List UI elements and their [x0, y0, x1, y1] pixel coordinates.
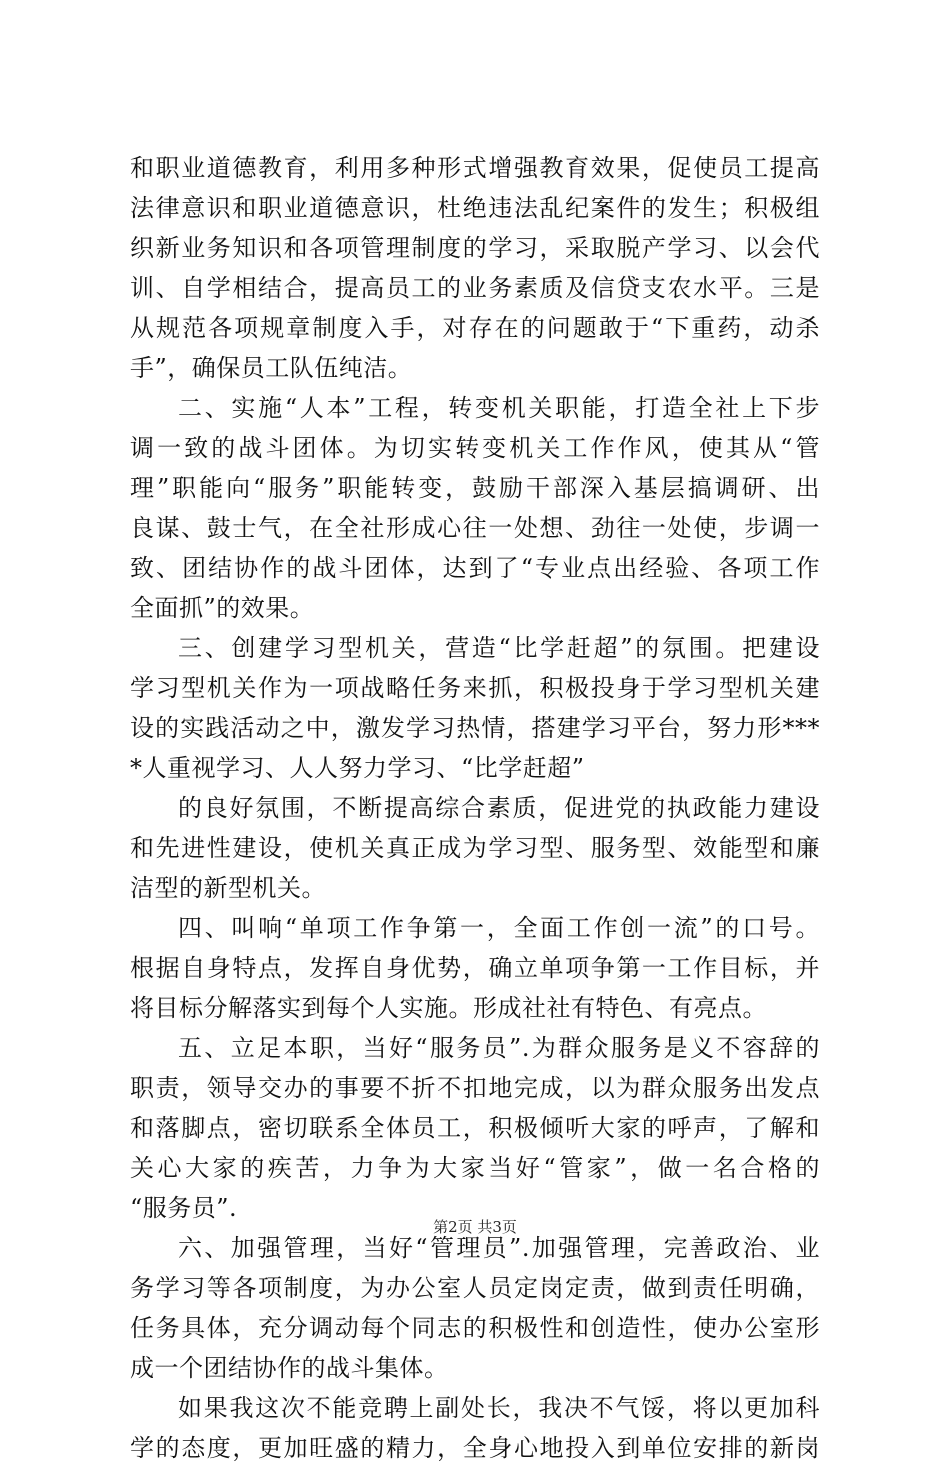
text-line: *人重视学习、人人努力学习、“比学赶超” [130, 754, 585, 782]
text-line: 良谋、鼓士气，在全社形成心往一处想、劲往一处使，步调一 [130, 514, 820, 542]
text-line: 六、加强管理，当好“管理员”.加强管理，完善政治、业 [178, 1234, 820, 1262]
text-line: 手”，确保员工队伍纯洁。 [130, 354, 413, 382]
text-line: 四、叫响“单项工作争第一，全面工作创一流”的口号。 [178, 914, 820, 942]
text-line: 训、自学相结合，提高员工的业务素质及信贷支农水平。三是 [130, 274, 820, 302]
text-line: 三、创建学习型机关，营造“比学赶超”的氛围。把建设 [178, 634, 820, 662]
text-line: 织新业务知识和各项管理制度的学习，采取脱产学习、以会代 [130, 234, 820, 262]
text-line: 和职业道德教育，利用多种形式增强教育效果，促使员工提高 [130, 154, 820, 182]
text-line: 致、团结协作的战斗团体，达到了“专业点出经验、各项工作 [130, 554, 820, 582]
text-line: 和先进性建设，使机关真正成为学习型、服务型、效能型和廉 [130, 834, 820, 862]
text-line: 设的实践活动之中，激发学习热情，搭建学习平台，努力形*** [130, 714, 820, 742]
text-line: 成一个团结协作的战斗集体。 [130, 1354, 449, 1382]
text-line: 法律意识和职业道德意识，杜绝违法乱纪案件的发生；积极组 [130, 194, 820, 222]
text-line: 全面抓”的效果。 [130, 594, 315, 622]
text-line: 二、实施“人本”工程，转变机关职能，打造全社上下步 [178, 394, 820, 422]
text-line: 的良好氛围，不断提高综合素质，促进党的执政能力建设 [178, 794, 820, 822]
text-line: 调一致的战斗团体。为切实转变机关工作作风，使其从“管 [130, 434, 820, 462]
text-line: 务学习等各项制度，为办公室人员定岗定责，做到责任明确， [130, 1274, 820, 1302]
text-line: 关心大家的疾苦，力争为大家当好“管家”，做一名合格的 [130, 1154, 820, 1182]
text-line: 学习型机关作为一项战略任务来抓，积极投身于学习型机关建 [130, 674, 820, 702]
text-line: 任务具体，充分调动每个同志的积极性和创造性，使办公室形 [130, 1314, 820, 1342]
text-line: 根据自身特点，发挥自身优势，确立单项争第一工作目标，并 [130, 954, 820, 982]
text-line: 五、立足本职，当好“服务员”.为群众服务是义不容辞的 [178, 1034, 820, 1062]
text-line: “服务员”. [130, 1194, 238, 1222]
text-line: 职责，领导交办的事要不折不扣地完成，以为群众服务出发点 [130, 1074, 820, 1102]
text-line: 学的态度，更加旺盛的精力，全身心地投入到单位安排的新岗 [130, 1434, 820, 1462]
page-footer: 第2页 共3页 [433, 1218, 517, 1236]
text-line: 和落脚点，密切联系全体员工，积极倾听大家的呼声，了解和 [130, 1114, 820, 1142]
text-line: 理”职能向“服务”职能转变，鼓励干部深入基层搞调研、出 [130, 474, 820, 502]
text-line: 将目标分解落实到每个人实施。形成社社有特色、有亮点。 [130, 994, 767, 1022]
text-line: 洁型的新型机关。 [130, 874, 326, 902]
text-line: 如果我这次不能竞聘上副处长，我决不气馁，将以更加科 [178, 1394, 820, 1422]
text-line: 从规范各项规章制度入手，对存在的问题敢于“下重药，动杀 [130, 314, 820, 342]
body-text [130, 148, 820, 1468]
